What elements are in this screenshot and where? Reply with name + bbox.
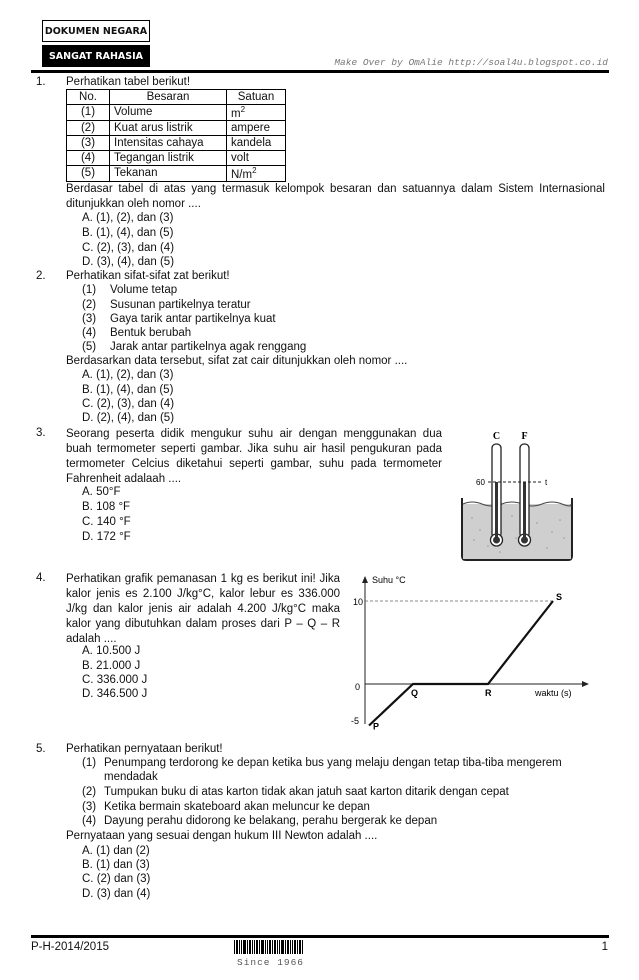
item-number: (2) — [82, 786, 97, 798]
option-letter: D. — [82, 531, 94, 543]
q1-table — [66, 89, 286, 182]
table-row — [67, 165, 286, 181]
q1-question: Berdasar tabel di atas yang termasuk kelompok besaran dan satuannya dalam Sistem Internasional ditunjukkan oleh nomor .... — [66, 183, 605, 210]
item-text: Dayung perahu didorong ke belakang, perahu bergerak ke depan — [104, 815, 438, 827]
option-letter: B. — [82, 660, 93, 672]
credit-text: Make Over by OmAlie http://soal4u.blogspot.co.id — [334, 57, 608, 68]
unit-exp: 2 — [240, 105, 246, 114]
option-letter: C. — [82, 873, 94, 885]
x-axis-arrow — [582, 681, 589, 687]
item-number: (4) — [82, 815, 97, 827]
x-label: waktu (s) — [535, 688, 572, 698]
list-item-continuation: mendadak — [104, 771, 158, 783]
list-item — [82, 284, 177, 296]
thermometer-figure — [452, 428, 582, 564]
point-q: Q — [411, 688, 419, 698]
table-cell: Kuat arus listrik — [110, 120, 227, 135]
unit: m — [231, 107, 241, 120]
q3-question: Seorang peserta didik mengukur suhu air dengan menggunakan dua buah termometer seperti gambar. Jika suhu air hasil pengukuran pada termometer Celcius diketahui seperti gambar, suhu pada termometer Fahrenheit adalaah .... — [66, 428, 442, 485]
q4-option-d[interactable] — [82, 688, 147, 700]
item-text: Susunan partikelnya teratur — [110, 299, 251, 311]
option-letter: C. — [82, 398, 94, 410]
item-text: Jarak antar partikelnya agak renggang — [110, 341, 307, 353]
barcode-icon — [234, 940, 304, 954]
q5-prompt: Perhatikan pernyataan berikut! — [66, 743, 223, 755]
q5-option-a[interactable] — [82, 845, 150, 857]
y-axis-arrow — [362, 576, 368, 583]
tick-0: 0 — [355, 682, 361, 692]
point-p: P — [373, 721, 380, 730]
option-text: (1), (2), dan (3) — [96, 369, 174, 381]
q2-question: Berdasarkan data tersebut, sifat zat cair ditunjukkan oleh nomor .... — [66, 355, 408, 367]
table-row — [67, 120, 286, 135]
table-cell: kandela — [227, 135, 286, 150]
point-r: R — [485, 688, 492, 698]
option-letter: D. — [82, 888, 94, 900]
list-item — [82, 313, 276, 325]
item-text: Bentuk berubah — [110, 327, 192, 339]
tick-neg5: -5 — [351, 716, 360, 726]
unit-exp: 2 — [252, 165, 257, 175]
option-letter: A. — [82, 369, 93, 381]
footer-since: Since 1966 — [237, 957, 305, 968]
option-text: (3), (4), dan (5) — [96, 256, 175, 268]
q2-option-b[interactable] — [82, 384, 173, 396]
option-letter: A. — [82, 645, 93, 657]
option-letter: D. — [82, 412, 94, 424]
q5-option-d[interactable] — [82, 888, 150, 900]
table-cell: (3) — [67, 135, 110, 150]
q3-number: 3. — [36, 427, 46, 439]
table-cell: Volume — [110, 105, 227, 121]
table-cell: (4) — [67, 150, 110, 165]
item-text: Volume tetap — [110, 284, 178, 296]
q4-number: 4. — [36, 572, 46, 584]
option-text: 346.500 J — [96, 688, 148, 700]
item-text: Tumpukan buku di atas karton tidak akan jatuh saat karton ditarik dengan cepat — [104, 786, 509, 798]
q5-option-b[interactable] — [82, 859, 150, 871]
q1-number: 1. — [36, 76, 46, 88]
table-cell — [227, 105, 286, 121]
q4-option-a[interactable] — [82, 645, 140, 657]
option-text: 172 °F — [96, 531, 131, 543]
option-text: 336.000 J — [96, 674, 148, 686]
item-number: (4) — [82, 327, 97, 339]
q2-prompt: Perhatikan sifat-sifat zat berikut! — [66, 270, 230, 282]
option-letter: C. — [82, 516, 94, 528]
water-fill — [463, 504, 571, 559]
option-text: 21.000 J — [96, 660, 141, 672]
option-text: (2) dan (3) — [96, 873, 151, 885]
option-text: 50°F — [96, 486, 121, 498]
label-60: 60 — [476, 478, 485, 487]
q3-option-a[interactable] — [82, 486, 121, 498]
item-text: Gaya tarik antar partikelnya kuat — [110, 313, 276, 325]
option-letter: B. — [82, 384, 93, 396]
unit: N/m — [231, 168, 253, 181]
q5-option-c[interactable] — [82, 873, 150, 885]
q4-option-b[interactable] — [82, 660, 140, 672]
option-letter: C. — [82, 242, 94, 254]
item-text: Ketika bermain skateboard akan meluncur ke depan — [104, 801, 370, 813]
table-row — [67, 105, 286, 121]
q2-number: 2. — [36, 270, 46, 282]
table-cell: (1) — [67, 105, 110, 121]
q3-option-c[interactable] — [82, 516, 131, 528]
option-text: (1), (4), dan (5) — [96, 227, 174, 239]
q1-option-b[interactable] — [82, 227, 173, 239]
option-text: (2), (3), dan (4) — [96, 398, 175, 410]
option-text: (1), (2), dan (3) — [96, 212, 174, 224]
doc-label: DOKUMEN NEGARA — [42, 20, 150, 42]
list-item — [82, 327, 191, 339]
label-c: C — [492, 431, 501, 442]
header-rule — [31, 70, 609, 73]
q2-option-a[interactable] — [82, 369, 173, 381]
option-text: (1) dan (2) — [96, 845, 150, 857]
point-s: S — [556, 592, 563, 602]
option-text: (2), (4), dan (5) — [96, 412, 175, 424]
q1-option-d[interactable] — [82, 256, 174, 268]
q5-number: 5. — [36, 743, 46, 755]
y-label: Suhu °C — [372, 575, 406, 585]
table-cell: Tegangan listrik — [110, 150, 227, 165]
table-row — [67, 150, 286, 165]
q1-option-a[interactable] — [82, 212, 173, 224]
table-row — [67, 135, 286, 150]
option-text: (1) dan (3) — [96, 859, 150, 871]
table-cell: Tekanan — [110, 165, 227, 181]
option-letter: C. — [82, 674, 94, 686]
list-item — [82, 786, 509, 798]
secret-label: SANGAT RAHASIA — [42, 45, 150, 67]
option-text: (2), (3), dan (4) — [96, 242, 175, 254]
footer-code: P-H-2014/2015 — [31, 941, 109, 953]
q1-th-satuan: Satuan — [227, 90, 286, 105]
label-t: t — [545, 478, 548, 487]
q3-option-b[interactable] — [82, 501, 130, 513]
table-cell: Intensitas cahaya — [110, 135, 227, 150]
q1-prompt: Perhatikan tabel berikut! — [66, 76, 191, 88]
q1-table-header — [67, 90, 286, 105]
option-letter: B. — [82, 227, 93, 239]
list-item — [82, 801, 370, 813]
q3-option-d[interactable] — [82, 531, 131, 543]
heating-curve — [369, 601, 553, 726]
label-f: F — [521, 431, 528, 442]
item-number: (5) — [82, 341, 97, 353]
q4-question: Perhatikan grafik pemanasan 1 kg es berikut ini! Jika kalor jenis es 2.100 J/kg°C, kalor lebur es 336.000 J/kg dan kalor jenis air adalah 4.200 J/kg°C maka kalor yang dibutuhkan dalam proses dari P – Q – R adalah .... — [66, 573, 340, 645]
option-letter: A. — [82, 845, 93, 857]
option-letter: D. — [82, 688, 94, 700]
table-cell: (5) — [67, 165, 110, 181]
option-letter: B. — [82, 501, 93, 513]
table-cell: (2) — [67, 120, 110, 135]
q2-option-d[interactable] — [82, 412, 174, 424]
option-text: (3) dan (4) — [96, 888, 151, 900]
item-text: Penumpang terdorong ke depan ketika bus yang melaju dengan tetap tiba-tiba mengerem — [104, 757, 562, 769]
fahrenheit-column — [523, 482, 526, 538]
q2-option-c[interactable] — [82, 398, 174, 410]
q1-th-no: No. — [67, 90, 110, 105]
list-item — [82, 299, 251, 311]
table-cell: ampere — [227, 120, 286, 135]
option-letter: D. — [82, 256, 94, 268]
q4-option-c[interactable] — [82, 674, 147, 686]
q1-th-besaran: Besaran — [110, 90, 227, 105]
list-item — [82, 341, 306, 353]
option-text: (1), (4), dan (5) — [96, 384, 174, 396]
item-number: (1) — [82, 284, 97, 296]
list-item — [82, 757, 562, 769]
celsius-column — [495, 482, 498, 538]
list-item — [82, 815, 437, 827]
q5-question: Pernyataan yang sesuai dengan hukum III Newton adalah .... — [66, 830, 378, 842]
option-text: 10.500 J — [96, 645, 141, 657]
option-text: 140 °F — [96, 516, 131, 528]
option-letter: A. — [82, 212, 93, 224]
option-text: 108 °F — [96, 501, 131, 513]
item-number: (2) — [82, 299, 97, 311]
option-letter: A. — [82, 486, 93, 498]
item-number: (3) — [82, 801, 97, 813]
item-number: (1) — [82, 757, 97, 769]
table-cell: volt — [227, 150, 286, 165]
option-letter: B. — [82, 859, 93, 871]
heating-graph — [345, 572, 595, 730]
tick-10: 10 — [353, 597, 364, 607]
page-number: 1 — [601, 941, 608, 953]
table-cell — [227, 165, 286, 181]
q1-option-c[interactable] — [82, 242, 174, 254]
item-number: (3) — [82, 313, 97, 325]
footer-rule — [31, 935, 609, 938]
